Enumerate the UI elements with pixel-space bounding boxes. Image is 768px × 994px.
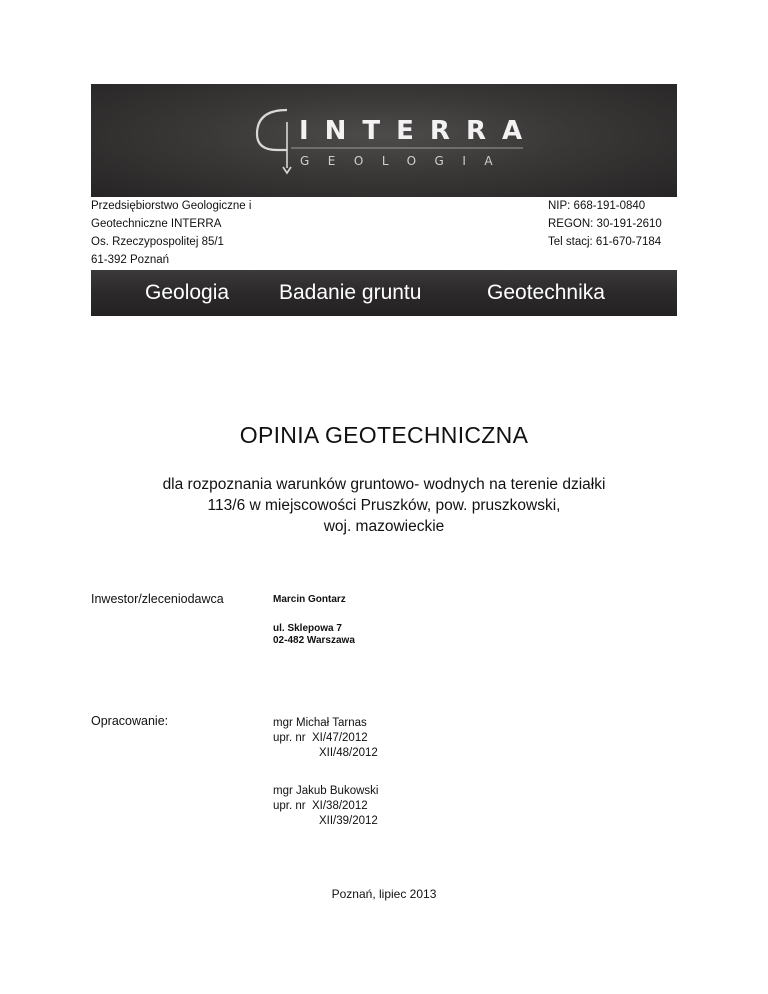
author-block-2 (273, 784, 378, 829)
logo-wordmark: INTERRA (299, 116, 539, 146)
company-street: Os. Rzeczypospolitej 85/1 (91, 236, 224, 248)
subtitle-line-3: woj. mazowieckie (323, 518, 445, 535)
regon-number: REGON: 30-191-2610 (548, 218, 662, 230)
author-permit-1: upr. nr XI/47/2012 (273, 732, 368, 744)
service-geotechnika: Geotechnika (487, 281, 605, 304)
logo-subtitle: GEOLOGIA (300, 154, 512, 168)
service-geologia: Geologia (145, 281, 230, 304)
subtitle-line-2: 113/6 w miejscowości Pruszków, pow. pruszkowski, (207, 497, 561, 514)
document-subtitle (104, 474, 664, 537)
place-and-date: Poznań, lipiec 2013 (331, 887, 437, 901)
nip-number: NIP: 668-191-0840 (548, 200, 646, 212)
investor-city: 02-482 Warszawa (273, 635, 355, 646)
company-name-line1: Przedsiębiorstwo Geologiczne i (91, 200, 252, 212)
author-permit-2: XII/39/2012 (319, 815, 378, 827)
investor-label: Inwestor/zleceniodawca (91, 592, 224, 606)
service-badanie-gruntu: Badanie gruntu (279, 281, 422, 304)
investor-name: Marcin Gontarz (273, 594, 346, 605)
author-permit-2: XII/48/2012 (319, 747, 378, 759)
phone-number: Tel stacj: 61-670-7184 (548, 236, 662, 248)
company-registration (548, 197, 688, 251)
company-name-line2: Geotechniczne INTERRA (91, 218, 222, 230)
author-permit-1: upr. nr XI/38/2012 (273, 800, 368, 812)
author-name: mgr Michał Tarnas (273, 717, 367, 729)
company-address (91, 197, 391, 269)
prepared-label: Opracowanie: (91, 714, 169, 728)
author-block-1 (273, 716, 378, 761)
author-name: mgr Jakub Bukowski (273, 785, 379, 797)
header-banner (91, 84, 677, 197)
investor-address (273, 623, 355, 647)
investor-street: ul. Sklepowa 7 (273, 623, 342, 634)
services-band (91, 270, 677, 316)
subtitle-line-1: dla rozpoznania warunków gruntowo- wodnych na terenie działki (162, 476, 606, 493)
document-title: OPINIA GEOTECHNICZNA (239, 422, 529, 448)
company-city: 61-392 Poznań (91, 254, 170, 266)
